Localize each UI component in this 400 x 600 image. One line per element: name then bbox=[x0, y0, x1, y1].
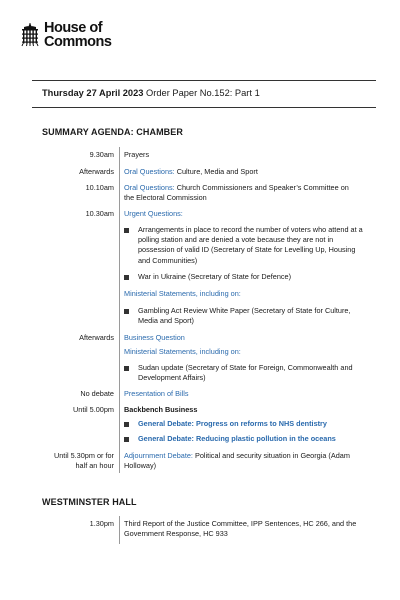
bullet-icon bbox=[124, 275, 129, 280]
header-rule-bottom bbox=[32, 107, 376, 108]
uq-item-2: War in Ukraine (Secretary of State for Defence) bbox=[138, 272, 292, 281]
bullet-icon bbox=[124, 366, 129, 371]
header-rule-top bbox=[32, 80, 376, 81]
list-item bbox=[124, 306, 364, 326]
time-prayers: 9.30am bbox=[89, 150, 114, 159]
logo-line-2: Commons bbox=[44, 33, 112, 50]
list-item bbox=[124, 434, 364, 444]
ms1-item-1: Gambling Act Review White Paper (Secretary of State for Culture, Media and Sport) bbox=[138, 306, 351, 326]
section-title-chamber: SUMMARY AGENDA: CHAMBER bbox=[42, 127, 183, 137]
logo-line-1: House of bbox=[44, 20, 103, 36]
bullet-icon bbox=[124, 437, 129, 442]
time-oral-questions-2: 10.10am bbox=[85, 183, 114, 192]
link-ministerial-statements-2[interactable]: Ministerial Statements, including on: bbox=[124, 347, 241, 356]
link-ministerial-statements-1[interactable]: Ministerial Statements, including on: bbox=[124, 289, 241, 298]
bullet-icon bbox=[124, 422, 129, 427]
link-business-question[interactable]: Business Question bbox=[124, 333, 185, 342]
portcullis-icon bbox=[20, 23, 40, 47]
link-general-debate-1[interactable]: General Debate: Progress on reforms to NHS dentistry bbox=[138, 419, 327, 428]
time-urgent-questions: 10.30am bbox=[85, 209, 114, 218]
agenda-backbench-business: Backbench Business bbox=[124, 405, 198, 414]
time-westminster-hall: 1.30pm bbox=[89, 519, 114, 528]
link-adjournment-debate[interactable]: Adjournment Debate: bbox=[124, 451, 193, 460]
list-item bbox=[124, 225, 364, 266]
bullet-icon bbox=[124, 228, 129, 233]
ms2-item-1: Sudan update (Secretary of State for Foreign, Commonwealth and Development Affairs) bbox=[138, 363, 353, 383]
list-item bbox=[124, 272, 364, 282]
order-paper-number: Order Paper No.152: Part 1 bbox=[146, 88, 260, 98]
order-paper-heading bbox=[42, 88, 260, 98]
link-presentation-of-bills[interactable]: Presentation of Bills bbox=[124, 389, 189, 398]
time-presentation-of-bills: No debate bbox=[80, 389, 114, 398]
time-adjournment-debate-1: Until 5.30pm or for bbox=[53, 451, 114, 460]
link-oral-questions-1[interactable]: Oral Questions: bbox=[124, 167, 175, 176]
bullet-icon bbox=[124, 309, 129, 314]
section-title-westminster-hall: WESTMINSTER HALL bbox=[42, 497, 137, 507]
link-oral-questions-2[interactable]: Oral Questions: bbox=[124, 183, 175, 192]
uq-item-1: Arrangements in place to record the number of voters who attend at a polling station and are denied a vote because they are not in possession of valid ID (Secretary of State for Levelling Up, Housing and Communities) bbox=[138, 225, 363, 265]
list-item bbox=[124, 363, 364, 383]
agenda-westminster-hall: Third Report of the Justice Committee, IPP Sentences, HC 266, and the Government Response, HC 933 bbox=[124, 519, 357, 539]
agenda-prayers: Prayers bbox=[124, 150, 150, 159]
link-general-debate-2[interactable]: General Debate: Reducing plastic pollution in the oceans bbox=[138, 434, 336, 443]
time-adjournment-debate-2: half an hour bbox=[75, 461, 114, 470]
agenda-adjournment-debate: Adjournment Debate: Political and security situation in Georgia (Adam Holloway) bbox=[124, 451, 350, 471]
house-of-commons-logo bbox=[20, 22, 111, 49]
order-paper-date: Thursday 27 April 2023 bbox=[42, 88, 144, 98]
agenda-oral-questions-2: Oral Questions: Church Commissioners and Speaker’s Committee on the Electoral Commission bbox=[124, 183, 349, 203]
time-backbench-business: Until 5.00pm bbox=[73, 405, 114, 414]
link-urgent-questions[interactable]: Urgent Questions: bbox=[124, 209, 183, 218]
time-business-question: Afterwards bbox=[79, 333, 114, 342]
logo-text bbox=[44, 22, 111, 49]
list-item bbox=[124, 419, 364, 429]
agenda-oral-questions-1: Oral Questions: Culture, Media and Sport bbox=[124, 167, 258, 176]
wh-divider bbox=[119, 516, 120, 544]
time-oral-questions-1: Afterwards bbox=[79, 167, 114, 176]
agenda-divider bbox=[119, 147, 120, 473]
